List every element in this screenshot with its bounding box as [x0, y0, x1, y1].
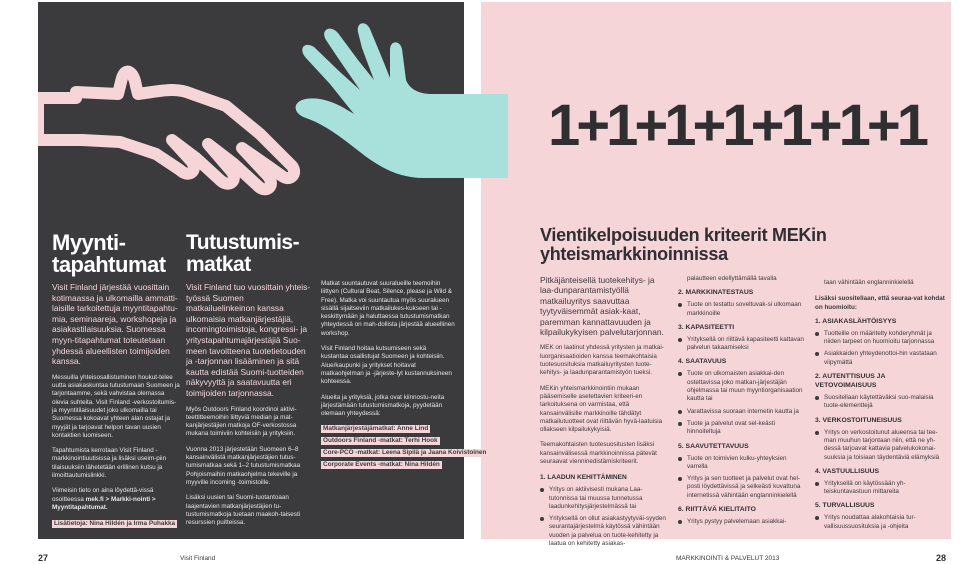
bullet-list [815, 480, 945, 497]
section-heading: 2. AUTENTTISUUS JA VETOVOIMAISUUS [815, 373, 886, 390]
heading-line: tapahtumat [52, 252, 166, 277]
footer-label-right: MARKKINOINTI & PALVELUT 2013 [676, 555, 780, 562]
myyntitapahtumat-heading [52, 232, 166, 276]
section-heading: 1. LAADUN KEHITTÄMINEN [540, 474, 627, 482]
bullet-list [678, 370, 806, 436]
section-heading: 5. SAAVUTETTAVUUS [678, 442, 749, 450]
matkat-column [321, 280, 487, 473]
bullet-list [678, 518, 806, 526]
paragraph: MEKin yhteismarkkinointiin mukaan pääsemiselle asetettavien kriteeri-en tarkoituksena on varmistaa, että kansainvälisille markkinoille tähdätyt matkailutuotteet ovat riittävän hyvä-laatuisia ollakseen kilpailukykyisiä. [540, 384, 663, 434]
bullet-list [815, 514, 945, 531]
criteria-column-1 [540, 275, 668, 552]
section-heading: 3. VERKOSTOITUNEISUUS [815, 416, 902, 424]
paragraph: MEK on laatinut yhdessä yritysten ja matkai-luorganisaatioiden kanssa teemakohtaisia tuotesuosituksia matkailuyritysten tuote-kehitys- ja laadunparantamistyön tueksi. [540, 344, 664, 377]
lead-paragraph: Visit Finland järjestää vuosittain kotimaassa ja ulkomailla ammatti-laisille tarkoitettuja myyntitapahtu-mia, seminaareja, workshopeja ja asiakastilaisuuksia. Suomessa myyn-titapahtumat toteutetaan yhdessä alueellisten toimijoiden kanssa. [52, 282, 178, 367]
paragraph: Lisäksi uusien tai Suomi-tuotantoaan laajentavien matkanjärjestäjien tu-tustumismatkoja tuetaan maakoh-taisesti resurssien puitteissa. [186, 494, 301, 527]
list-item: Yritys ja sen tuotteet ja palvelut ovat hel-posti löydettävissä ja selkeästi kuvattuna internetissä vähintään englanninkielellä [678, 475, 806, 500]
paragraph: Messuilla yhteisosallistuminen houkut-telee uutta asiakaskuntaa tutustumaan Suomeen ja tarjontaamme, sekä vahvistaa olemassa olevia suhteita. Visit Finland -verkostoitumis- ja myyntitilaisuudet joko ulkomailla tai Suomessa kokoavat yhteen alan ostajat ja myyjät ja tarjoavat helpon tavan uusien kontaktien luomiseen. [52, 373, 180, 439]
contact-tag: Matkanjärjestäjämatkat: Anne Lind [323, 425, 429, 433]
list-item: Varattavissa suoraan internetin kautta ja [678, 408, 806, 416]
list-item: Yrityksellä on ollut asiakastyytyväi-syyden seurantajärjestelmä käytössä vähintään vuoden ja palvelua on tuote-kehitetty ja laatua on kehitetty asiakas- [540, 515, 668, 548]
list-item: Yritys pystyy palvelemaan asiakkai- [678, 518, 806, 526]
hero-title: 1+1+1+1+1+1+1 [548, 93, 926, 158]
criteria-column-2 [678, 275, 806, 530]
section-heading: 1. ASIAKASLÄHTÖISYYS [815, 317, 897, 325]
list-item: Yrityksellä on riittävä kapasiteetti kattavan palvelun takaamiseksi [678, 336, 806, 353]
paragraph [52, 487, 180, 512]
list-item: Asiakkaiden yhteydenottoi-hin vastataan viipymättä [815, 350, 945, 367]
contact-tag: Outdoors Finland -matkat: Terhi Hook [323, 437, 438, 445]
lead-paragraph: Visit Finland tuo vuosittain yhteis-työssä Suomen matkailuelinkeinon kanssa ulkomaisia matkanjärjestäjiä, incomingtoimistoja, kongressi- ja yritystapahtumajärjestäjiä Suo-meen tavoitteena tuotetietouden ja -tarjonnan lisääminen ja sitä kautta edistää Suomi-tuotteiden näkyvyyttä ja saatavuutta eri toimijoiden tarjonnassa. [186, 282, 311, 398]
bullet-list [815, 394, 945, 411]
tutustumismatkat-column [186, 282, 314, 534]
bullet-list [540, 486, 668, 548]
page-number-right: 28 [936, 553, 947, 563]
mint-hand-icon [296, 23, 508, 178]
list-item: Yritys noudattaa alakohtaisia tur-vallisuussuosituksia ja -ohjeita [815, 514, 945, 531]
paragraph: taan vähintään englanninkielellä [824, 279, 914, 286]
section-heading: 4. SAATAVUUS [678, 358, 727, 366]
vientikelpoisuus-heading [540, 226, 827, 264]
heading-line: Tutustumis- [186, 231, 300, 254]
heading-line: matkat [186, 253, 251, 276]
paragraph: Tapahtumista kerrotaan Visit Finland -markkinointiuutisissa ja lisäksi useim-piin tilaisuuksiin lähetetään erillinen kutsu ja ilmoittautumislinkki. [52, 447, 167, 480]
section-heading: 4. VASTUULLISUUS [815, 467, 880, 475]
heading-line: yhteismarkkinoinnissa [540, 244, 728, 264]
section-heading: 5. TURVALLISUUS [815, 502, 875, 510]
bullet-list [815, 429, 945, 462]
list-item: Yrityksellä on käytössään yh-teiskuntavastuun mittareita [815, 480, 945, 497]
paragraph: Alueita ja yrityksiä, jotka ovat kiinnostu-neita järjestämään tutustumismatkoja, pyydetään olemaan yhteydessä: [321, 393, 445, 418]
bullet-list [678, 301, 806, 318]
heading-line: Myynti- [52, 230, 126, 255]
list-item: Tuote on ulkomaisten asiakkai-den ostettavissa joko matkan-järjestäjän ohjelmassa tai muun myyntiorganisaation kautta tai [678, 370, 806, 403]
bullet-list [678, 455, 806, 500]
paragraph: Visit Finland hoitaa kutsumiseen sekä kustantaa osallistujat Suomeen ja kohteisiin. Alue/kaupunki ja yritykset hoitavat matkaohjelman ja -järjeste-lyt kustannuksineen kohteessa. [321, 345, 452, 386]
paragraph: Matkat suuntautuvat suuralueille teemoihin liittyen (Cultural Beat, Silence, please ja Wild & Free). Matka voi suuntautua myös suuralueen sisällä sijaitseviin matkailukes-kukseen tai -keskittymään ja haluttaessa tutustumismatkan yhteydessä on mah-dollista järjestää alueellinen workshop. [321, 280, 455, 337]
list-item: Tuote ja palvelut ovat sel-keästi hinnoiteltuja [678, 420, 806, 437]
contact-tags [321, 425, 487, 469]
contact-tag: Lisätietoja: Nina Hildén ja Irma Puhakka [54, 520, 176, 528]
contact-tag: Core-PCO -matkat: Leena Sipilä ja Jaana Koivistoinen [323, 449, 487, 457]
section-heading: 6. RIITTÄVÄ KIELITAITO [678, 506, 756, 514]
recommendation-intro: Lisäksi suositellaan, että seuraa-vat kohdat on huomioitu: [815, 295, 945, 311]
link-text[interactable]: mek.fi > Markki-nointi > Myyntitapahtumat. [52, 495, 156, 511]
heading-line: Vientikelpoisuuden kriteerit MEKin [540, 225, 827, 245]
paragraph: Teemakohtaisten tuotesuositusten lisäksi kansainvälisessä markkinoinnissa pätevät seuraavat vienninedistämiskriteerit. [540, 441, 657, 465]
myyntitapahtumat-column [52, 282, 180, 532]
pink-hand-icon [38, 72, 294, 190]
list-item: Yritys on aktiivisesti mukana Laa-tutonnissa tai muussa tunnetussa laadunkehitysjärjestelmässä tai [540, 486, 668, 511]
bullet-list [678, 336, 806, 353]
paragraph: Vuonna 2013 järjestetään Suomeen 6–8 kansainvälistä matkanjärjestäjien tutus-tumismatkaa sekä 1–2 tutustumismatkaa Pohjoismaihin matkaohjelma tekeville ja myyville incoming -toimistoille. [186, 445, 301, 486]
footer-label-left: Visit Finland [180, 555, 216, 562]
section-heading: 2. MARKKINATESTAUS [678, 289, 754, 297]
page-number-left: 27 [38, 553, 49, 563]
contact-tag: Corporate Events -matkat: Nina Hildén [323, 461, 440, 469]
section-heading: 3. KAPASITEETTI [678, 323, 735, 331]
paragraph: Myös Outdoors Finland koordinoi aktivi-teettitteemoihin liittyviä median ja mat-kanjärjestäjien matkoja OF-verkostossa mukana toimiviin kohteisiin ja yrityksiin. [186, 405, 297, 438]
text-span: Viimeisin tieto on aina löydettä-vissä osoitteessa [52, 487, 154, 503]
bullet-list [815, 330, 945, 367]
tutustumismatkat-heading [186, 232, 299, 276]
paragraph: palautteen edellyttämällä tavalla [687, 275, 777, 282]
list-item: Tuote on testattu soveltuvak-si ulkomaan markkinoille [678, 301, 806, 318]
list-item: Yritys on verkostoitunut alueensa tai tee-man muuhun tarjontaan niin, että ne yh-dessä tarjoavat kattavia palvelukokonai-suuksia ja toisiaan täydentäviä elämyksiä [815, 429, 945, 462]
list-item: Tuotteille on määritelty kohderyhmät ja niiden tarpeet on huomioitu tarjonnassa [815, 330, 945, 347]
handshake-illustration [38, 2, 508, 232]
list-item: Suositellaan käytettäväksi suo-malaisia tuote-elementtejä [815, 394, 945, 411]
list-item: Tuote on toimivien kulku-yhteyksien varrella [678, 455, 806, 472]
criteria-column-3 [815, 279, 945, 535]
lead-paragraph: Pitkäjänteisellä tuotekehitys- ja laa-dunparantamistyöllä matkailuyritys saavuttaa tyytyväisemmät asiak-kaat, paremman kannattavuuden ja kilpailukykyisen palvelutarjonnan. [540, 275, 664, 338]
